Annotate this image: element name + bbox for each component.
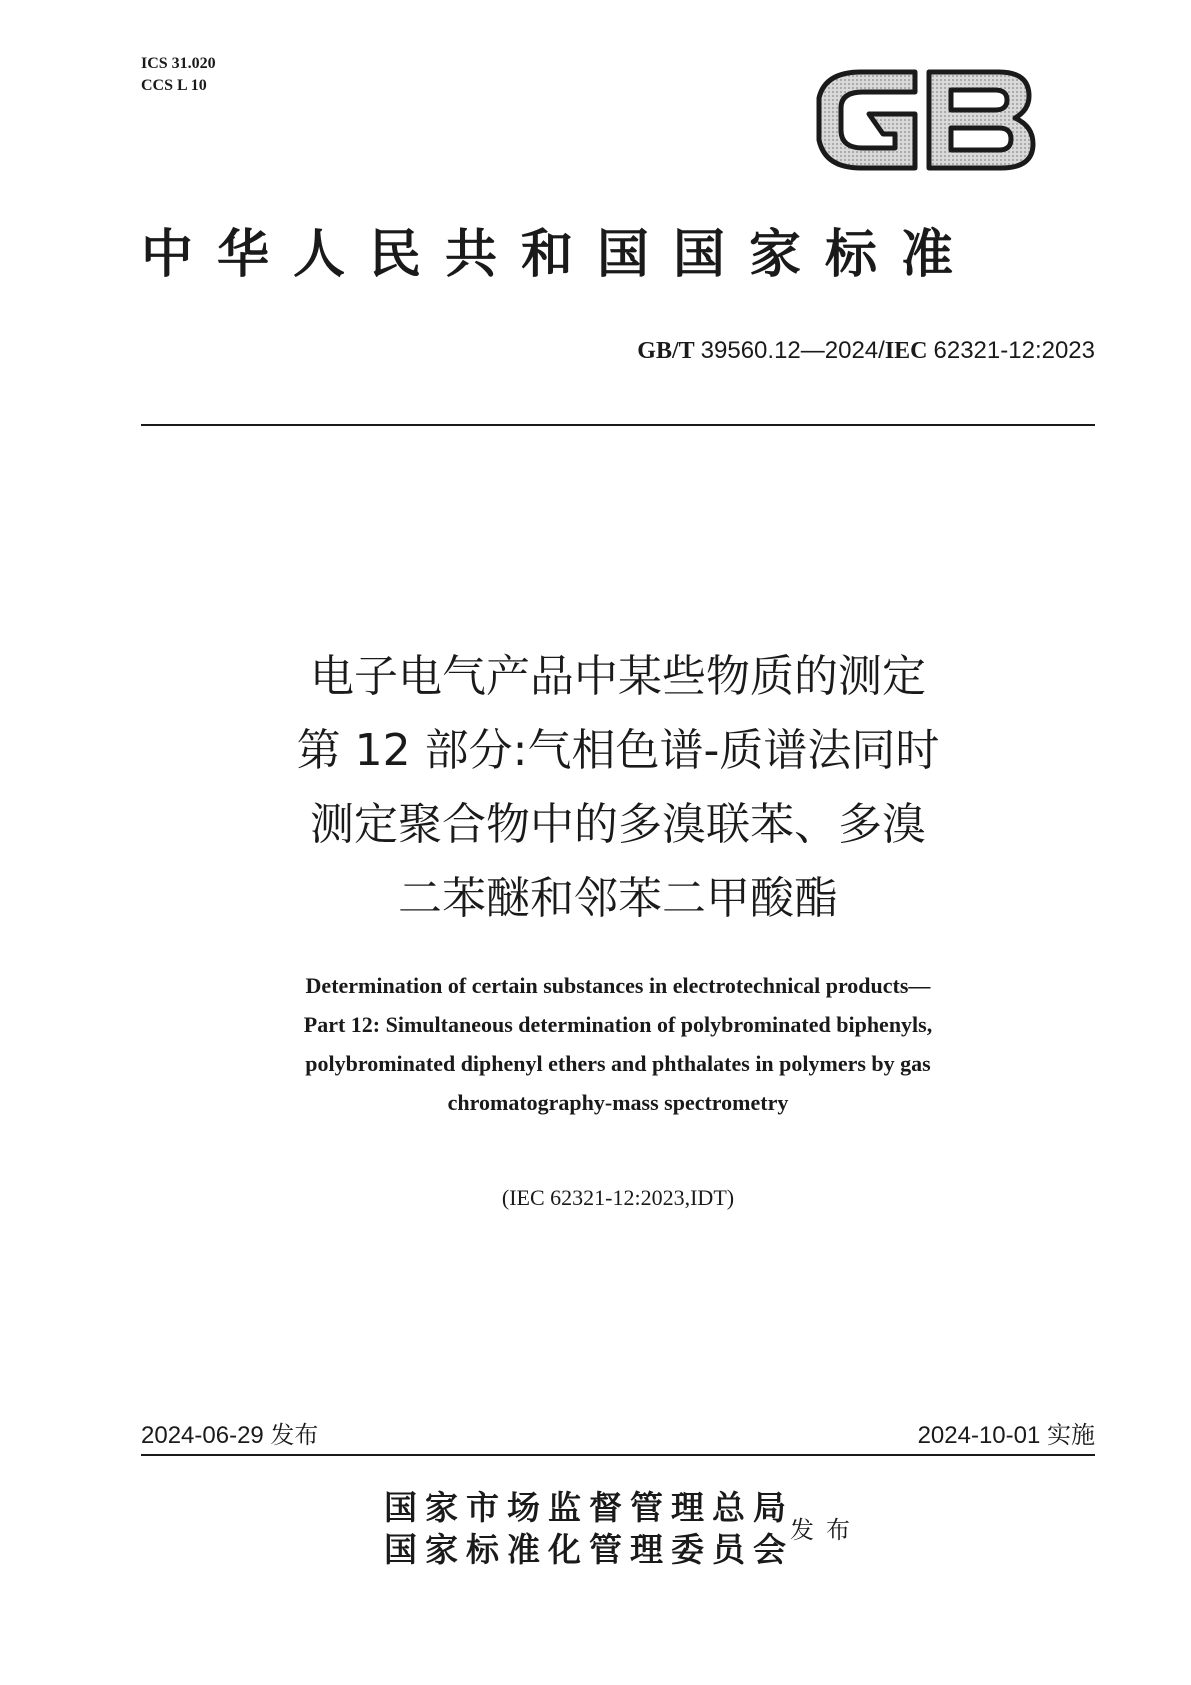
classification-codes — [141, 53, 216, 97]
chinese-title-line: 电子电气产品中某些物质的测定 — [310, 651, 926, 702]
english-title — [141, 966, 1095, 1122]
english-title-line: polybrominated diphenyl ethers and phthalates in polymers by gas — [305, 1051, 931, 1076]
header-divider — [141, 424, 1095, 426]
english-title-line: chromatography-mass spectrometry — [447, 1090, 789, 1115]
issuing-authorities — [384, 1487, 794, 1571]
std-number-prefix: GB/T — [637, 338, 695, 364]
english-title-line: Determination of certain substances in electrotechnical products— — [305, 973, 931, 998]
chinese-title-line: 测定聚合物中的多溴联苯、多溴 — [310, 799, 926, 850]
chinese-title-line: 第 12 部分:气相色谱-质谱法同时 — [296, 725, 940, 776]
implementation-date: 2024-10-01 实施 — [917, 1422, 1095, 1449]
national-standard-title: 中华人民共和国国家标准 — [141, 224, 978, 285]
issue-verb: 发布 — [790, 1516, 862, 1544]
ics-code: ICS 31.020 — [141, 55, 216, 72]
gb-logo — [803, 58, 1038, 180]
english-title-line: Part 12: Simultaneous determination of polybrominated biphenyls, — [303, 1012, 933, 1037]
ccs-code: CCS L 10 — [141, 77, 207, 94]
issuer-line: 国家标准化管理委员会 — [384, 1530, 794, 1569]
issue-date: 2024-06-29 发布 — [141, 1422, 319, 1449]
std-number-main: 39560.12—2024/ — [700, 337, 885, 364]
std-number-iec-number: 62321-12:2023 — [933, 337, 1095, 364]
chinese-title-line: 二苯醚和邻苯二甲酸酯 — [398, 873, 838, 924]
std-number-iec: IEC — [884, 338, 928, 364]
standard-number — [637, 337, 1095, 365]
adoption-note: (IEC 62321-12:2023,IDT) — [501, 1185, 735, 1210]
footer-divider — [141, 1454, 1095, 1456]
chinese-title — [141, 640, 1095, 936]
issuer-line: 国家市场监督管理总局 — [384, 1488, 794, 1527]
